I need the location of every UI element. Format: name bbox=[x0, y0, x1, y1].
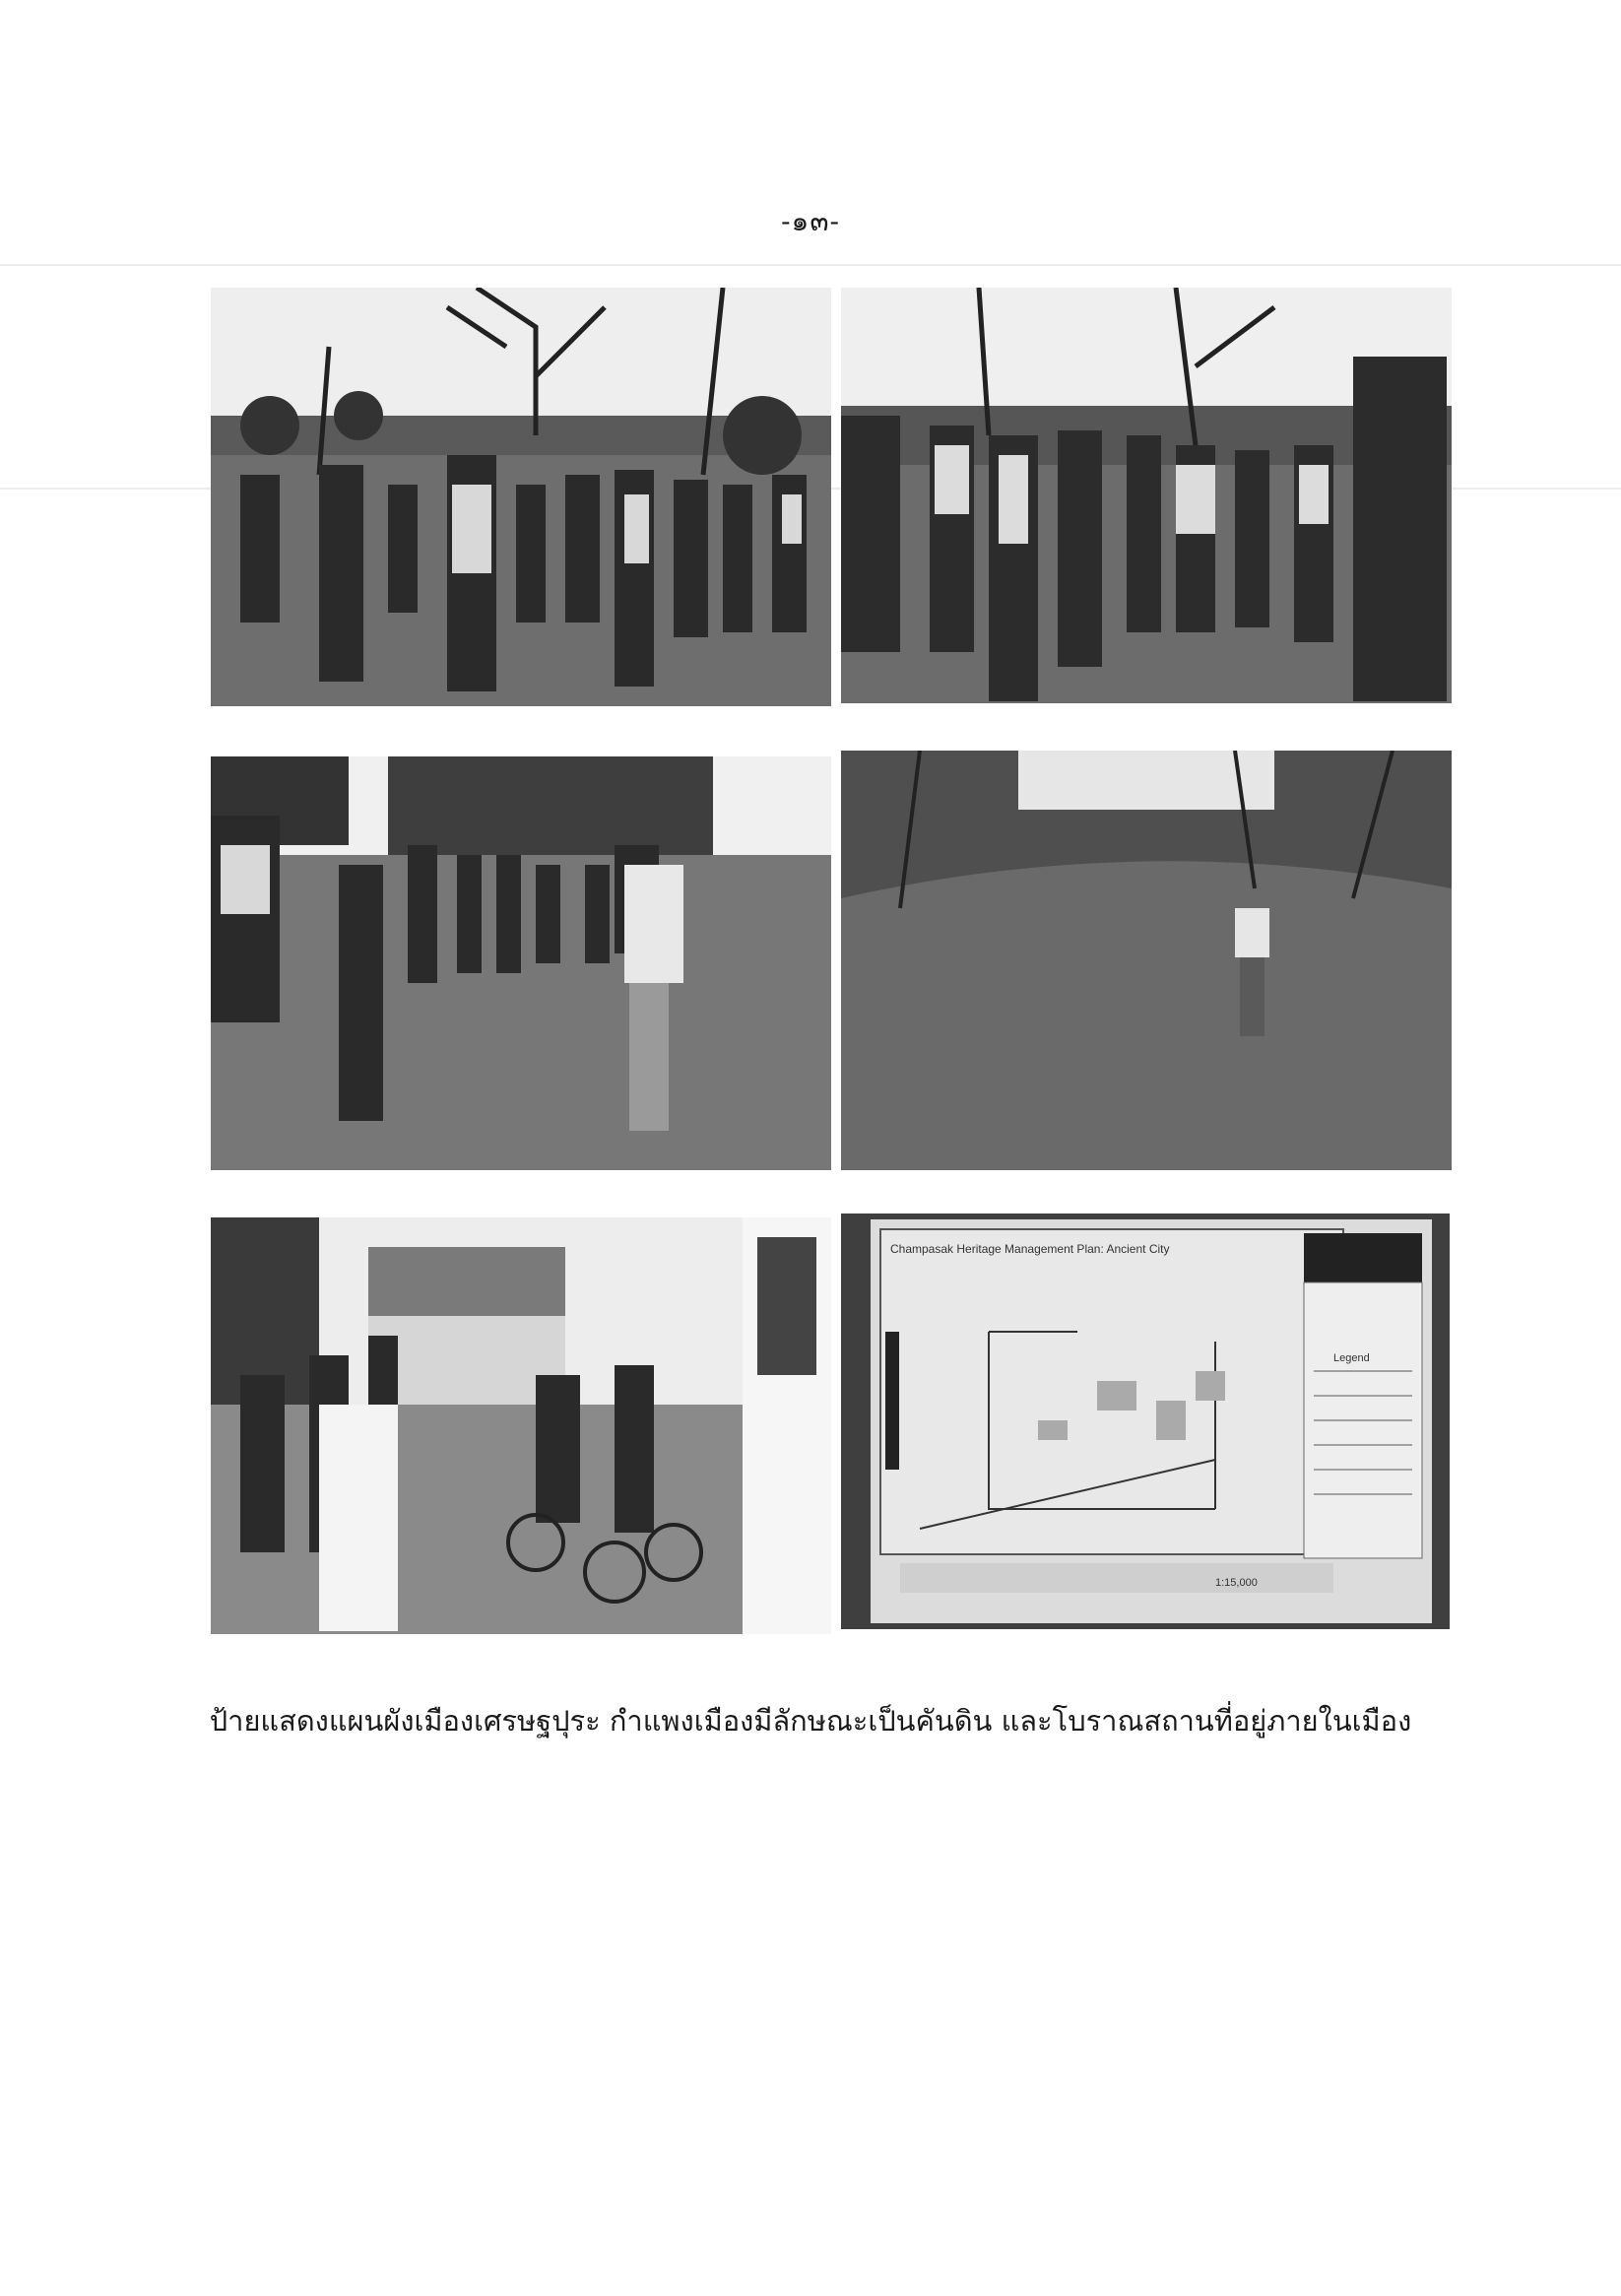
photo-image bbox=[211, 1217, 831, 1634]
photo-person-on-earthen-rampart bbox=[841, 751, 1452, 1170]
map-legend-heading: Legend bbox=[1333, 1352, 1370, 1364]
photo-group-with-bicycles-and-van bbox=[211, 1217, 831, 1634]
photo-image bbox=[841, 288, 1452, 703]
map-scale: 1:15,000 bbox=[1215, 1577, 1258, 1589]
photo-caption: ป้ายแสดงแผนผังเมืองเศรษฐปุระ กำแพงเมืองมีลักษณะเป็นคันดิน และโบราณสถานที่อยู่ภายในเมือง bbox=[209, 1704, 1412, 1738]
scan-line bbox=[0, 264, 1621, 266]
map-board bbox=[841, 1214, 1450, 1629]
photo-group-walking-on-path bbox=[211, 756, 831, 1170]
photo-group-standing-in-field bbox=[211, 288, 831, 706]
photo-group-listening-to-speaker bbox=[841, 288, 1452, 703]
map-title: Champasak Heritage Management Plan: Ancient City bbox=[890, 1242, 1170, 1256]
photo-heritage-map-signboard bbox=[841, 1214, 1450, 1629]
page-number: -๑๓- bbox=[781, 205, 840, 237]
photo-image bbox=[211, 288, 831, 706]
photo-image bbox=[841, 751, 1452, 1170]
photo-image bbox=[211, 756, 831, 1170]
